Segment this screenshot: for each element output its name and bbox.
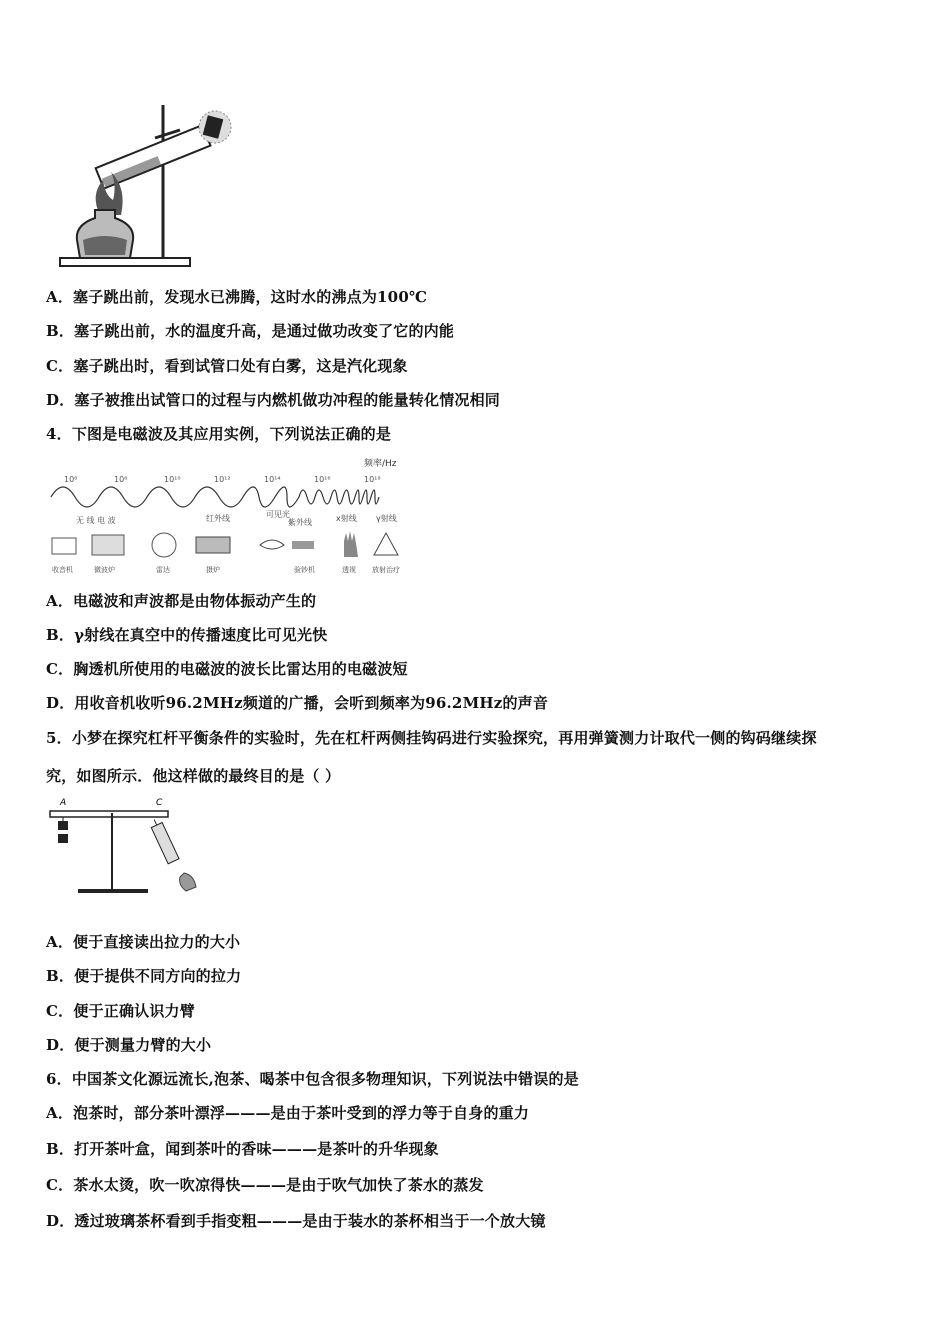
q5-option-a: A．便于直接读出拉力的大小 [46,933,241,951]
em-spectrum-figure [46,455,416,577]
device-oven: 摄炉 [206,566,220,574]
freq-exp-7: 10¹⁸ [364,475,381,484]
lever-base [78,889,148,893]
q5-option-d: D．便于测量力臂的大小 [46,1036,212,1054]
q6-option-a: A．泡茶时，部分茶叶漂浮———是由于茶叶受到的浮力等于自身的重力 [46,1104,530,1122]
lever-bar [50,811,168,817]
band-visible: 可见光 [266,510,290,519]
q4-option-d: D．用收音机收听96.2MHz频道的广播，会听到频率为96.2MHz的声音 [46,694,549,712]
freq-exp-5: 10¹⁴ [264,475,281,484]
q6-stem: 6．中国茶文化源远流长,泡茶、喝茶中包含很多物理知识，下列说法中错误的是 [46,1070,579,1088]
weight-bottom [58,834,68,843]
q5-stem-line2: 究，如图所示．他这样做的最终目的是（ ） [46,767,341,785]
device-radar: 雷达 [156,566,170,574]
q4-option-b: B．γ射线在真空中的传播速度比可见光快 [46,626,328,644]
band-ultraviolet: 紫外线 [288,518,312,527]
radar-icon [152,533,176,557]
q5-stem-line1: 5．小梦在探究杠杆平衡条件的实验时，先在杠杆两侧挂钩码进行实验探究，再用弹簧测力计取代一侧的钩码继续探 [46,729,817,747]
q3-option-b: B．塞子跳出前，水的温度升高，是通过做功改变了它的内能 [46,322,455,340]
test-tube-figure [55,100,255,270]
q6-option-b: B．打开茶叶盒，闻到茶叶的香味———是茶叶的升华现象 [46,1140,439,1158]
device-xray: 透视 [342,566,356,574]
device-microwave: 微波炉 [94,566,115,574]
q4-stem: 4．下图是电磁波及其应用实例，下列说法正确的是 [46,425,392,443]
q3-option-a: A．塞子跳出前，发现水已沸腾，这时水的沸点为100℃ [46,288,428,306]
device-bill-checker: 验钞机 [294,566,315,574]
stand-base [60,258,190,266]
q3-option-d: D．塞子被推出试管口的过程与内燃机做功冲程的能量转化情况相同 [46,391,501,409]
wave-curve [51,487,379,507]
q3-option-c: C．塞子跳出时，看到试管口处有白雾，这是汽化现象 [46,357,408,375]
band-xray: x射线 [336,514,357,523]
test-tube [96,125,211,188]
hand-icon [180,873,196,891]
eye-icon [260,540,284,549]
microwave-icon [92,535,124,555]
freq-exp-4: 10¹² [214,475,231,484]
spring-scale-icon [149,817,179,864]
freq-exp-2: 10⁸ [114,475,128,484]
lever-figure [46,795,221,900]
freq-exp-6: 10¹⁶ [314,475,331,484]
weight-top [58,821,68,830]
hand-xray-icon [344,531,358,557]
band-gamma: γ射线 [376,514,397,523]
freq-axis-label: 频率/Hz [364,459,397,469]
oven-icon [196,537,230,553]
q4-option-a: A．电磁波和声波都是由物体振动产生的 [46,592,317,610]
banknote-checker-icon [292,541,314,549]
q5-option-b: B．便于提供不同方向的拉力 [46,967,242,985]
q5-option-c: C．便于正确认识力臂 [46,1002,195,1020]
band-infrared: 红外线 [206,514,230,523]
q6-option-d: D．透过玻璃茶杯看到手指变粗———是由于装水的茶杯相当于一个放大镜 [46,1212,546,1230]
radio-icon [52,538,76,554]
freq-exp-3: 10¹⁰ [164,475,181,484]
band-radio: 无 线 电 波 [76,516,116,525]
stopper-icon [199,111,231,143]
lever-label-a: A [60,798,67,808]
device-radio: 收音机 [52,566,73,574]
freq-exp-1: 10⁶ [64,475,78,484]
device-radiotherapy: 放射治疗 [372,566,400,574]
lever-label-c: C [156,798,163,808]
radiation-icon [374,533,398,555]
q6-option-c: C．茶水太烫，吹一吹凉得快———是由于吹气加快了茶水的蒸发 [46,1176,484,1194]
q4-option-c: C．胸透机所使用的电磁波的波长比雷达用的电磁波短 [46,660,408,678]
